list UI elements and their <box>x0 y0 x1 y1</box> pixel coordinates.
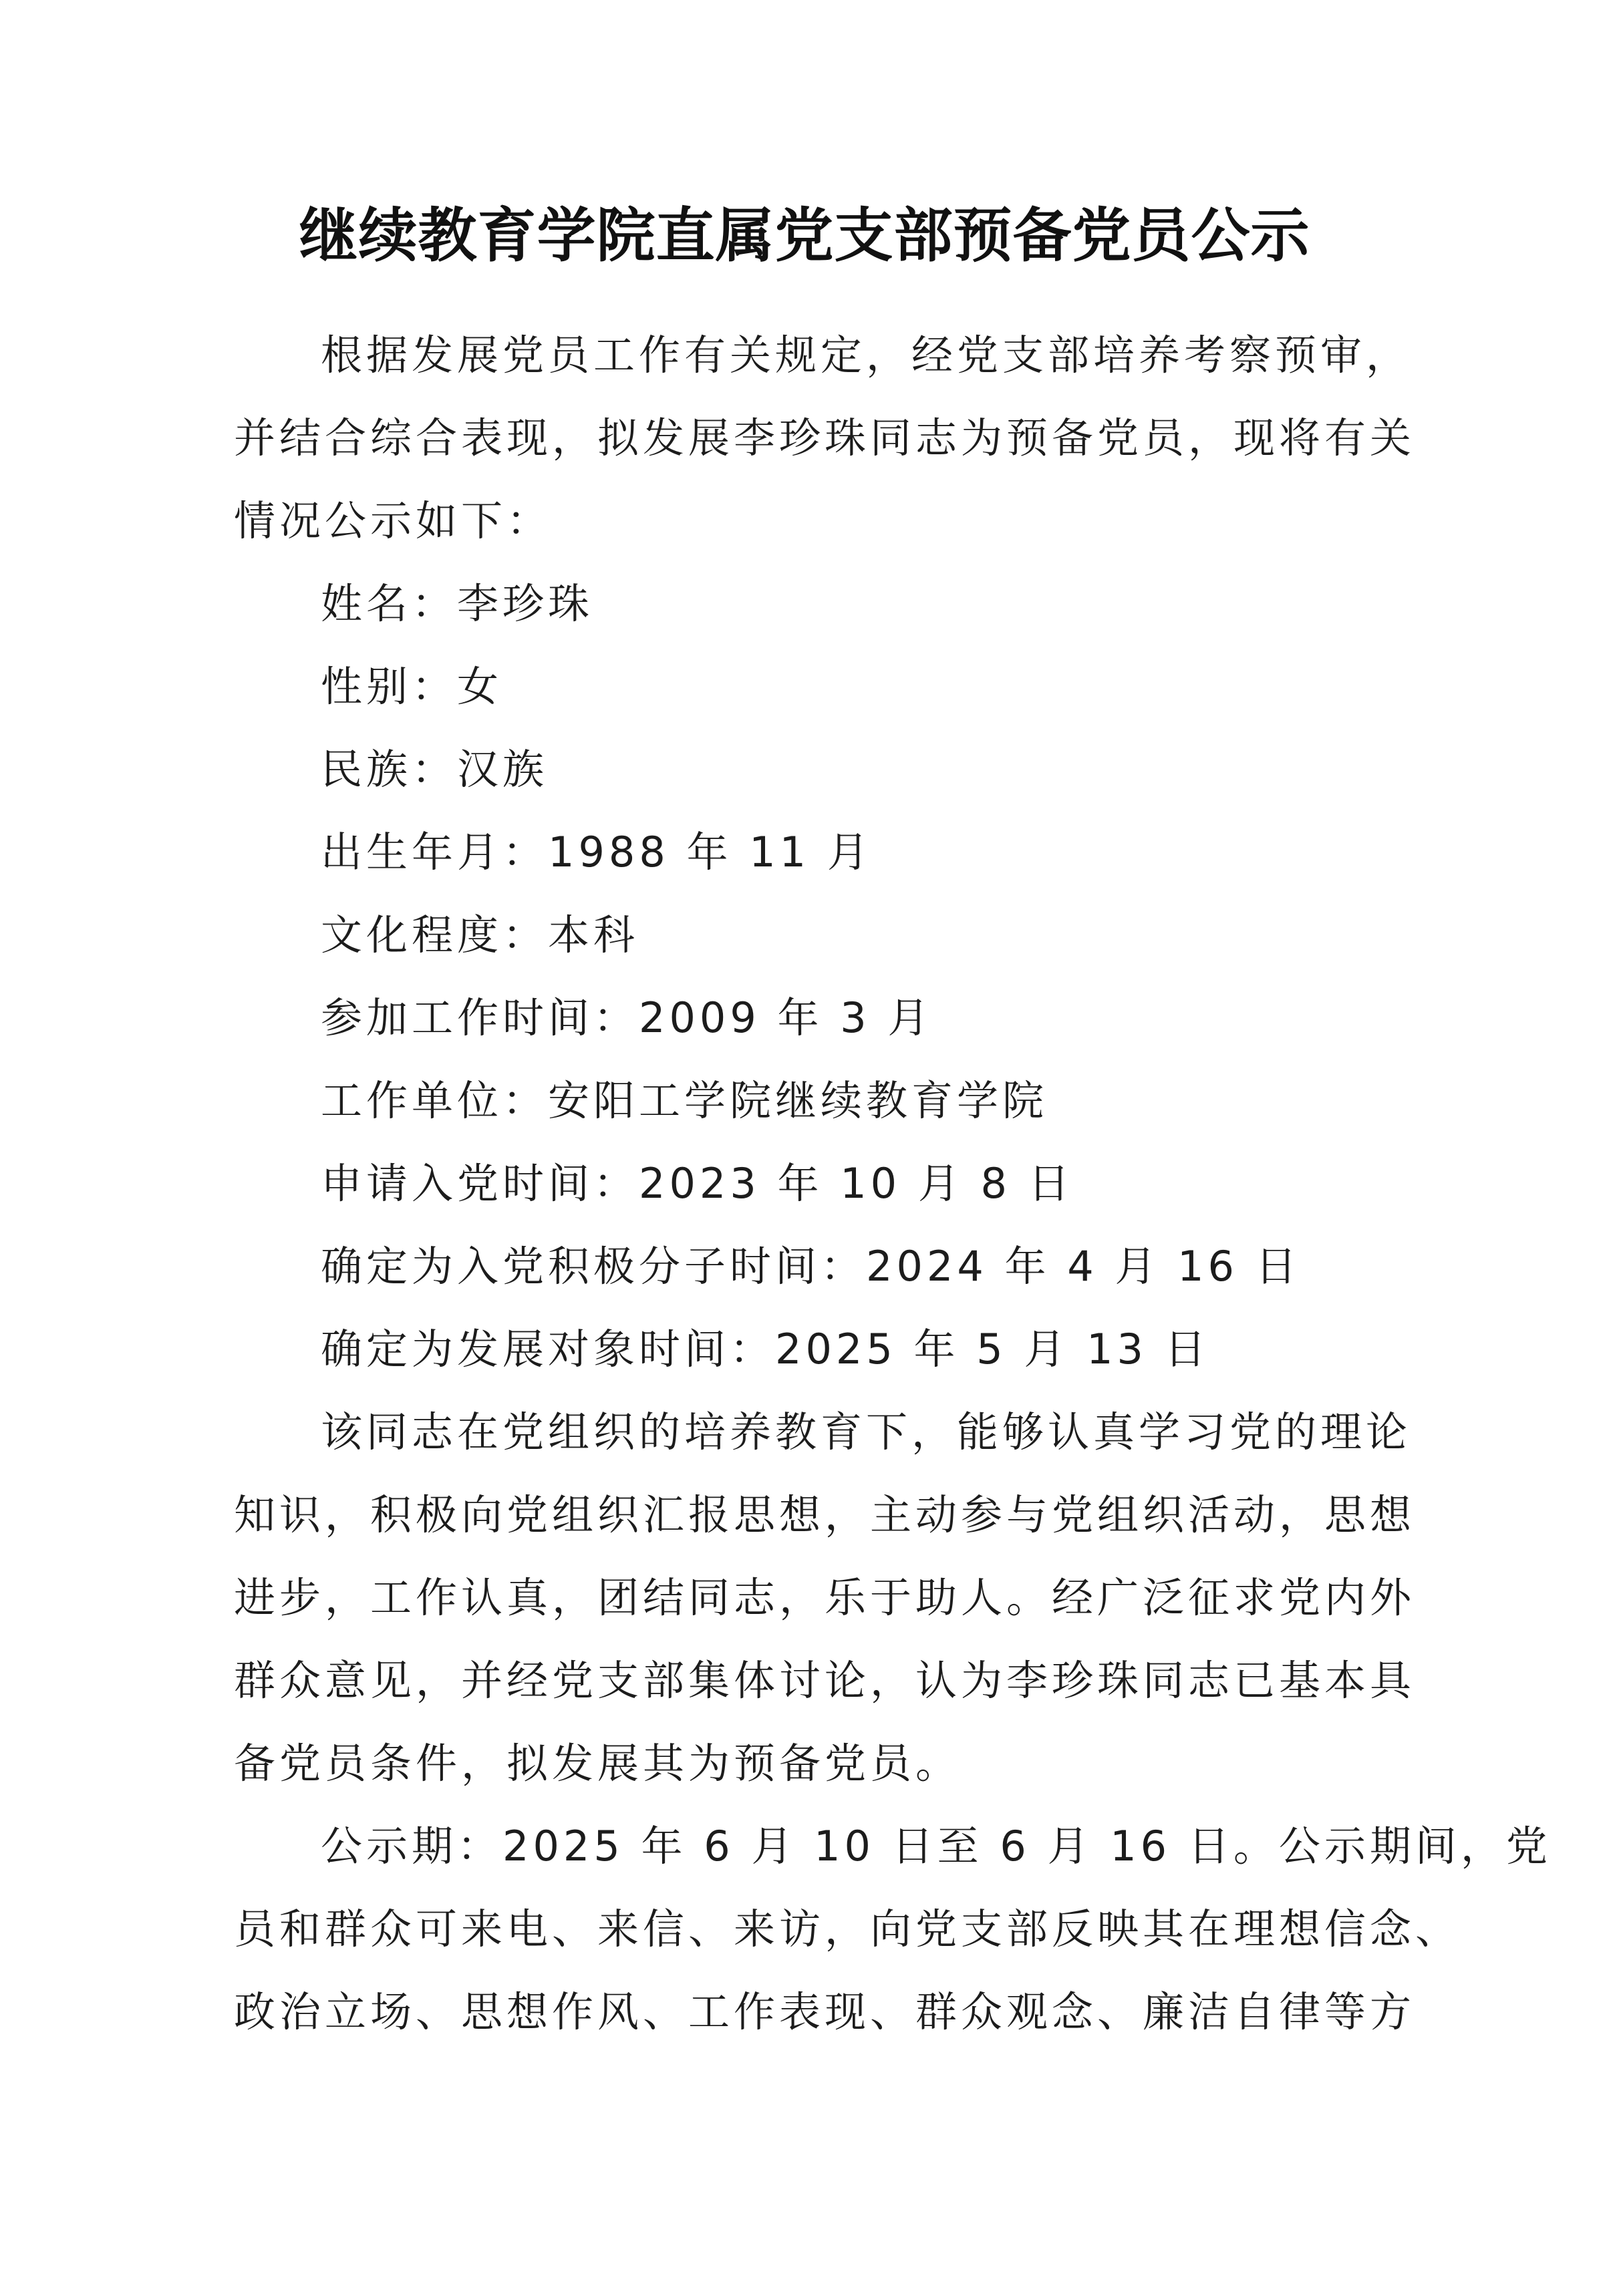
field-value: 2024 年 4 月 16 日 <box>866 1242 1301 1291</box>
field-label: 确定为发展对象时间： <box>321 1325 776 1373</box>
field-name <box>234 562 1390 645</box>
field-label: 姓名： <box>321 579 458 628</box>
field-value: 汉族 <box>457 745 549 794</box>
field-work-start <box>234 977 1390 1059</box>
field-value: 2009 年 3 月 <box>639 993 933 1042</box>
evaluation-line: 知识，积极向党组织汇报思想，主动参与党组织活动，思想 <box>234 1490 1416 1539</box>
field-label: 确定为入党积极分子时间： <box>321 1242 867 1291</box>
field-label: 文化程度： <box>321 911 549 959</box>
field-ethnicity <box>234 728 1390 811</box>
field-value: 2023 年 10 月 8 日 <box>639 1159 1074 1208</box>
intro-line: 情况公示如下： <box>234 496 553 545</box>
field-candidate-date <box>234 1308 1390 1391</box>
field-employer <box>234 1059 1390 1142</box>
field-label: 参加工作时间： <box>321 993 639 1042</box>
document-title: 继续教育学院直属党支部预备党员公示 <box>299 200 1310 270</box>
field-value: 女 <box>457 662 503 711</box>
notice-line: 政治立场、思想作风、工作表现、群众观念、廉洁自律等方 <box>234 1987 1416 2036</box>
field-label: 工作单位： <box>321 1076 549 1125</box>
notice-line: 员和群众可来电、来信、来访，向党支部反映其在理想信念、 <box>234 1905 1461 1953</box>
field-label: 申请入党时间： <box>321 1159 639 1208</box>
field-value: 李珍珠 <box>457 579 594 628</box>
field-activist-date <box>234 1225 1390 1308</box>
field-value: 本科 <box>548 911 639 959</box>
field-value: 1988 年 11 月 <box>548 828 873 876</box>
field-label: 民族： <box>321 745 458 794</box>
intro-line: 并结合综合表现，拟发展李珍珠同志为预备党员，现将有关 <box>234 414 1416 462</box>
field-gender <box>234 645 1390 728</box>
evaluation-line: 备党员条件，拟发展其为预备党员。 <box>234 1739 962 1788</box>
field-application-date <box>234 1142 1390 1225</box>
field-label: 性别： <box>321 662 458 711</box>
notice-line: 公示期：2025 年 6 月 10 日至 6 月 16 日。公示期间，党 <box>321 1822 1552 1870</box>
field-value: 安阳工学院继续教育学院 <box>548 1076 1048 1125</box>
evaluation-line: 该同志在党组织的培养教育下，能够认真学习党的理论 <box>321 1408 1412 1456</box>
intro-line: 根据发展党员工作有关规定，经党支部培养考察预审， <box>321 331 1412 379</box>
field-education <box>234 894 1390 977</box>
evaluation-line: 群众意见，并经党支部集体讨论，认为李珍珠同志已基本具 <box>234 1656 1416 1705</box>
field-value: 2025 年 5 月 13 日 <box>775 1325 1210 1373</box>
evaluation-line: 进步，工作认真，团结同志，乐于助人。经广泛征求党内外 <box>234 1573 1416 1622</box>
field-label: 出生年月： <box>321 828 549 876</box>
field-birth <box>234 811 1390 894</box>
document-body <box>234 314 1552 2054</box>
